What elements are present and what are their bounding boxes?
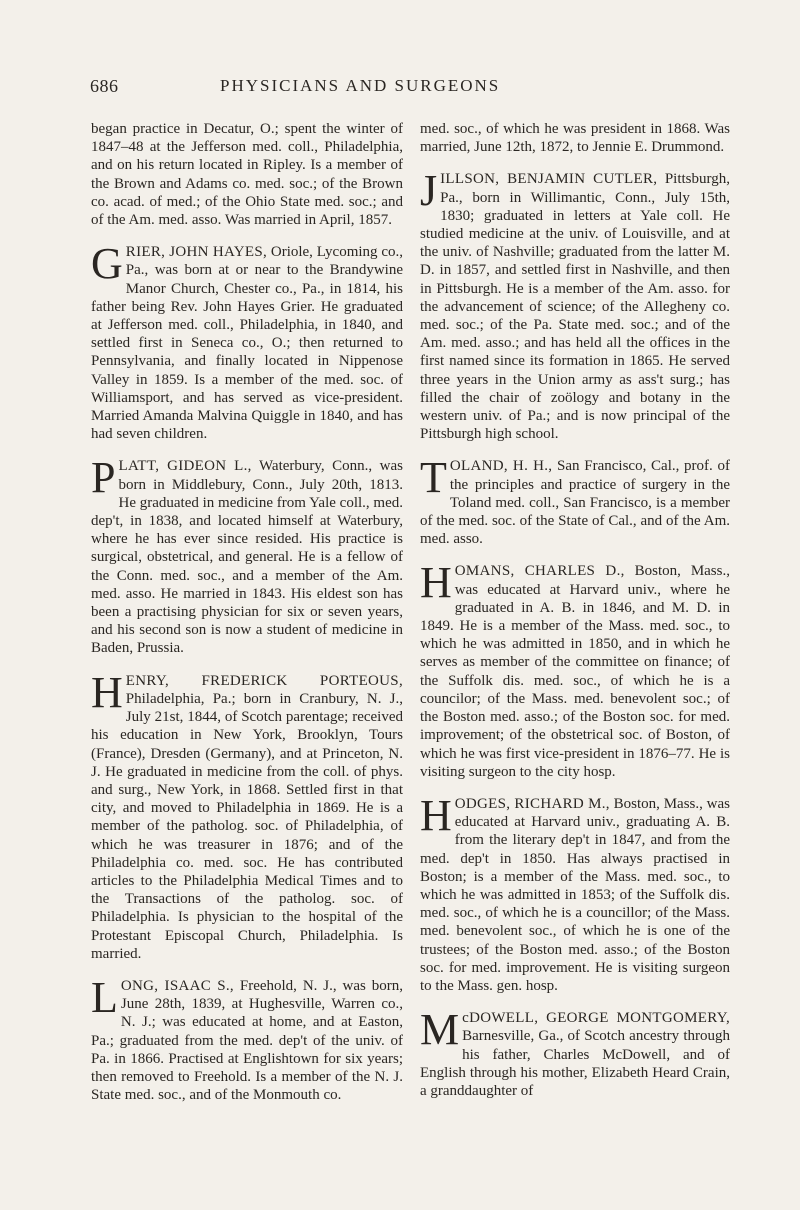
entry-name: ODGES, RICHARD M., — [454, 795, 610, 812]
drop-cap: H — [91, 667, 123, 717]
entry-text: Freehold, N. J., was born, June 28th, 1839, at Hughesville, Warren co., N. J.; was educated at home, and at Easton, Pa.; graduated from the med. dep't of the univ. of Pa. in 1866. Practised at Englishtown for six years; then removed to Freehold. Is a member of the N. J. State med. soc., and of the Monmouth co. — [91, 977, 403, 1104]
entry-text: Waterbury, Conn., was born in Middlebury, Conn., July 20th, 1813. He graduated in medicine from Yale coll., med. dep't, in 1838, and located himself at Waterbury, where he has ever since resided. His practice is surgical, obstetrical, and general. He is a fellow of the Conn. med. soc., and a member of the Am. med. asso. He married in 1843. His eldest son has been a practising physician for six or seven years, and his second son is now a student of medicine in Baden, Prussia. — [91, 458, 403, 657]
drop-cap: T — [420, 453, 447, 503]
biography-entry-jillson — [420, 166, 730, 443]
biography-entry-platt — [91, 453, 403, 657]
biography-entry-hodges — [420, 790, 731, 995]
biography-entry-grier — [91, 239, 403, 443]
biography-entry-toland — [420, 453, 730, 548]
entry-name: LATT, GIDEON L., — [118, 458, 252, 475]
continued-paragraph: med. soc., of which he was president in 1868. Was married, June 12th, 1872, to Jennie E. Drummond. — [420, 121, 730, 156]
entry-name: cDOWELL, GEORGE MONTGOMERY, — [462, 1010, 730, 1027]
biography-entry-homans — [420, 558, 730, 780]
biography-entry-long — [91, 972, 403, 1104]
left-column — [91, 120, 403, 1118]
drop-cap: G — [91, 239, 123, 289]
biography-entry-mcdowell — [420, 1005, 730, 1100]
drop-cap: L — [91, 972, 118, 1022]
page-header — [90, 76, 730, 102]
entry-text: Barnesville, Ga., of Scotch ancestry through his father, Charles McDowell, and of English through his mother, Elizabeth Heard Crain, a granddaughter of — [420, 1028, 730, 1099]
continued-paragraph: began practice in Decatur, O.; spent the winter of 1847–48 at the Jefferson med. coll., Philadelphia, and on his return located in Ripley. Is a member of the Brown and Adams co. med. soc.; of the Brown co. acad. of med.; of the Ohio State med. soc.; and of the Am. med. asso. Was married in April, 1857. — [91, 121, 403, 229]
right-column — [420, 120, 730, 1114]
entry-text: San Francisco, Cal., prof. of the principles and practice of surgery in the Toland med. coll., San Francisco, is a member of the med. soc. of the State of Cal., and of the Am. med. asso. — [420, 458, 730, 548]
running-head: PHYSICIANS AND SURGEONS — [220, 76, 501, 95]
drop-cap: H — [420, 790, 452, 840]
drop-cap: M — [420, 1005, 460, 1055]
drop-cap: J — [420, 166, 438, 216]
entry-name: OMANS, CHARLES D., — [454, 563, 625, 580]
drop-cap: H — [420, 558, 452, 608]
drop-cap: P — [91, 453, 116, 503]
page-number: 686 — [90, 76, 119, 96]
entry-text: Oriole, Lycoming co., Pa., was born at or near to the Brandywine Manor Church, Chester co., Pa., in 1814, his father being Rev. John Hayes Grier. He graduated at Jefferson med. coll., Philadelphia, in 1840, and settled first in Seneca co., O.; then returned to Pennsylvania, and finally located in Nippenose Valley in 1859. Is a member of the med. soc. of Williamsport, and has served as vice-president. Married Amanda Malvina Quiggle in 1840, and has had seven children. — [91, 244, 403, 443]
entry-text: Boston, Mass., was educated at Harvard univ., graduating A. B. from the literary dep't in 1847, and from the med. dep't in 1850. Has always practised in Boston; is a member of the Mass. med. soc., to which he was admitted in 1853; of the Suffolk dis. med. soc., of which he is a councillor; of the Mass. med. benevolent soc., of which he is one of the trustees; of the Boston med. asso.; of the Boston soc. for med. improvement. He is visiting surgeon to the Mass. gen. hosp. — [420, 795, 731, 994]
entry-name: ILLSON, BENJAMIN CUTLER, — [440, 171, 658, 188]
entry-name: ONG, ISAAC S., — [120, 977, 234, 994]
entry-name: ENRY, FREDERICK PORTEOUS, — [125, 672, 403, 689]
entry-name: OLAND, H. H., — [449, 458, 553, 475]
entry-text: Pittsburgh, Pa., born in Willimantic, Conn., July 15th, 1830; graduated in letters at Yale coll. He studied medicine at the univ. of Louisville, and at the univ. of Nashville; graduated from the latter M. D. in 1857, and settled first in Nashville, and then in Pittsburgh. He is a member of the Am. asso. for the advancement of science; of the Allegheny co. med. soc.; of the Pa. State med. soc.; and of the Am. med. asso.; and has held all the offices in the first named since its formation in 1865. He served three years in the Union army as ass't surg.; has filled the chair of zoölogy and botany in the western univ. of Pa.; and is now principal of the Pittsburgh high school. — [420, 171, 730, 443]
entry-name: RIER, JOHN HAYES, — [125, 244, 268, 261]
biography-entry-henry — [91, 667, 403, 963]
entry-text: Philadelphia, Pa.; born in Cranbury, N. J., July 21st, 1844, of Scotch parentage; received his education in New York, Brooklyn, Tours (France), Dresden (Germany), and at Princeton, N. J. He graduated in medicine from the coll. of phys. and surg., New York, in 1868. Settled first in that city, and moved to Philadelphia in 1869. He is a member of the patholog. soc. of Philadelphia, of which he was treasurer in 1876; and of the Philadelphia co. med. soc. He has contributed articles to the Philadelphia Medical Times and to the Transactions of the patholog. soc. of Philadelphia. Is physician to the hospital of the Protestant Episcopal Church, Philadelphia. Is married. — [91, 690, 403, 962]
entry-text: Boston, Mass., was educated at Harvard univ., where he graduated in A. B. in 1846, and M. D. in 1849. He is a member of the Mass. med. soc., to which he was admitted in 1850, and in which he serves as member of the committee on finance; of the Suffolk dis. med. soc., of which he is a councilor; of the Mass. med. benevolent soc.; of the Boston med. asso.; of the Boston soc. for med. improvement; of the obstetrical soc. of Boston, of which he was first vice-president in 1876–77. He is visiting surgeon to the city hosp. — [420, 563, 730, 780]
